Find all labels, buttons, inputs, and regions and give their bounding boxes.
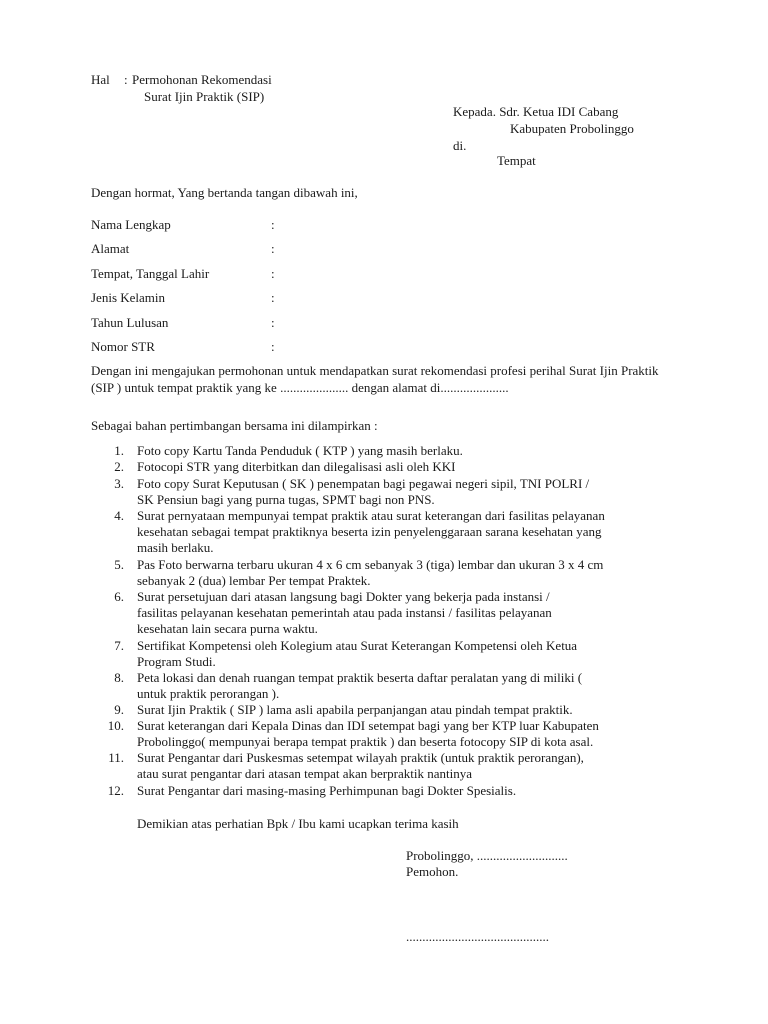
list-item-text: Sertifikat Kompetensi oleh Kolegium atau Surat Keterangan Kompetensi oleh Ketua xyxy=(137,638,578,653)
field-label-graduation-year: Tahun Lulusan xyxy=(91,315,169,330)
list-item-text: Surat keterangan dari Kepala Dinas dan IDI setempat bagi yang ber KTP luar Kabupaten xyxy=(137,718,599,733)
list-item-text: Foto copy Kartu Tanda Penduduk ( KTP ) yang masih berlaku. xyxy=(137,443,463,458)
recipient-line-3: di. xyxy=(453,138,467,153)
field-label-str-number: Nomor STR xyxy=(91,339,155,354)
list-item-text: Foto copy Surat Keputusan ( SK ) penempatan bagi pegawai negeri sipil, TNI POLRI / xyxy=(137,476,590,491)
recipient-line-2: Kabupaten Probolinggo xyxy=(510,121,634,136)
list-item-number: 3. xyxy=(114,476,124,491)
list-item-text: atau surat pengantar dari atasan tempat akan berpraktik nantinya xyxy=(137,766,472,781)
list-item-number: 6. xyxy=(114,589,124,604)
list-item-number: 12. xyxy=(107,783,124,798)
place-date: Probolinggo, ............................ xyxy=(406,848,568,863)
closing-statement: Demikian atas perhatian Bpk / Ibu kami ucapkan terima kasih xyxy=(137,816,459,831)
list-item-number: 8. xyxy=(114,670,124,685)
signature-line: ............................................ xyxy=(406,929,549,944)
list-item-number: 2. xyxy=(114,459,124,474)
list-item-number: 7. xyxy=(114,638,124,653)
list-item-text: Surat Pengantar dari masing-masing Perhimpunan bagi Dokter Spesialis. xyxy=(137,783,517,798)
list-item-text: Peta lokasi dan denah ruangan tempat praktik beserta daftar peralatan yang di miliki ( xyxy=(137,670,583,685)
list-item-text: Surat Pengantar dari Puskesmas setempat wilayah praktik (untuk praktik perorangan), xyxy=(137,750,584,765)
subject-line-1: Permohonan Rekomendasi xyxy=(132,72,272,87)
list-item-text: sebanyak 2 (dua) lembar Per tempat Praktek. xyxy=(137,573,371,588)
list-item-text: Surat persetujuan dari atasan langsung bagi Dokter yang bekerja pada instansi / xyxy=(137,589,550,604)
intro-paragraph: Dengan ini mengajukan permohonan untuk mendapatkan surat rekomendasi profesi perihal Surat Ijin Praktik (SIP ) untuk tempat praktik yang ke ..................... dengan alamat di..................... xyxy=(91,363,659,395)
field-label-address: Alamat xyxy=(91,241,130,256)
list-item-text: Fotocopi STR yang diterbitkan dan dilegalisasi asli oleh KKI xyxy=(137,459,456,474)
applicant-label: Pemohon. xyxy=(406,864,459,879)
list-item-number: 9. xyxy=(114,702,124,717)
list-item-text: masih berlaku. xyxy=(137,540,214,555)
list-item-text: untuk praktik perorangan ). xyxy=(137,686,280,701)
attachments-title: Sebagai bahan pertimbangan bersama ini dilampirkan : xyxy=(91,418,378,433)
list-item-text: Probolinggo( mempunyai berapa tempat praktik ) dan beserta fotocopy SIP di kota asal. xyxy=(137,734,594,749)
subject-line-2: Surat Ijin Praktik (SIP) xyxy=(144,89,265,104)
field-colon: : xyxy=(271,339,275,354)
field-colon: : xyxy=(271,290,275,305)
list-item-number: 1. xyxy=(114,443,124,458)
list-item-text: Pas Foto berwarna terbaru ukuran 4 x 6 cm sebanyak 3 (tiga) lembar dan ukuran 3 x 4 cm xyxy=(137,557,604,572)
field-colon: : xyxy=(271,217,275,232)
subject-colon: : xyxy=(124,72,128,87)
list-item-text: kesehatan lain secara purna waktu. xyxy=(137,621,318,636)
recipient-line-4: Tempat xyxy=(497,153,536,168)
list-item-text: Program Studi. xyxy=(137,654,216,669)
greeting: Dengan hormat, Yang bertanda tangan dibawah ini, xyxy=(91,185,358,200)
list-item-text: SK Pensiun bagi yang purna tugas, SPMT bagi non PNS. xyxy=(137,492,435,507)
subject-label: Hal xyxy=(91,72,110,87)
list-item-number: 4. xyxy=(114,508,124,523)
field-label-gender: Jenis Kelamin xyxy=(91,290,166,305)
list-item-text: fasilitas pelayanan kesehatan pemerintah atau pada instansi / fasilitas pelayanan xyxy=(137,605,552,620)
list-item-text: Surat Ijin Praktik ( SIP ) lama asli apabila perpanjangan atau pindah tempat praktik. xyxy=(137,702,573,717)
list-item-number: 5. xyxy=(114,557,124,572)
list-item-number: 10. xyxy=(107,718,124,733)
list-item-text: kesehatan sebagai tempat praktiknya beserta izin penyelenggaraan sarana kesehatan yang xyxy=(137,524,602,539)
field-colon: : xyxy=(271,241,275,256)
list-item-number: 11. xyxy=(108,750,124,765)
recipient-line-1: Kepada. Sdr. Ketua IDI Cabang xyxy=(453,104,619,119)
field-colon: : xyxy=(271,266,275,281)
field-colon: : xyxy=(271,315,275,330)
field-label-birth: Tempat, Tanggal Lahir xyxy=(91,266,210,281)
field-label-name: Nama Lengkap xyxy=(91,217,171,232)
list-item-text: Surat pernyataan mempunyai tempat praktik atau surat keterangan dari fasilitas pelayanan xyxy=(137,508,605,523)
